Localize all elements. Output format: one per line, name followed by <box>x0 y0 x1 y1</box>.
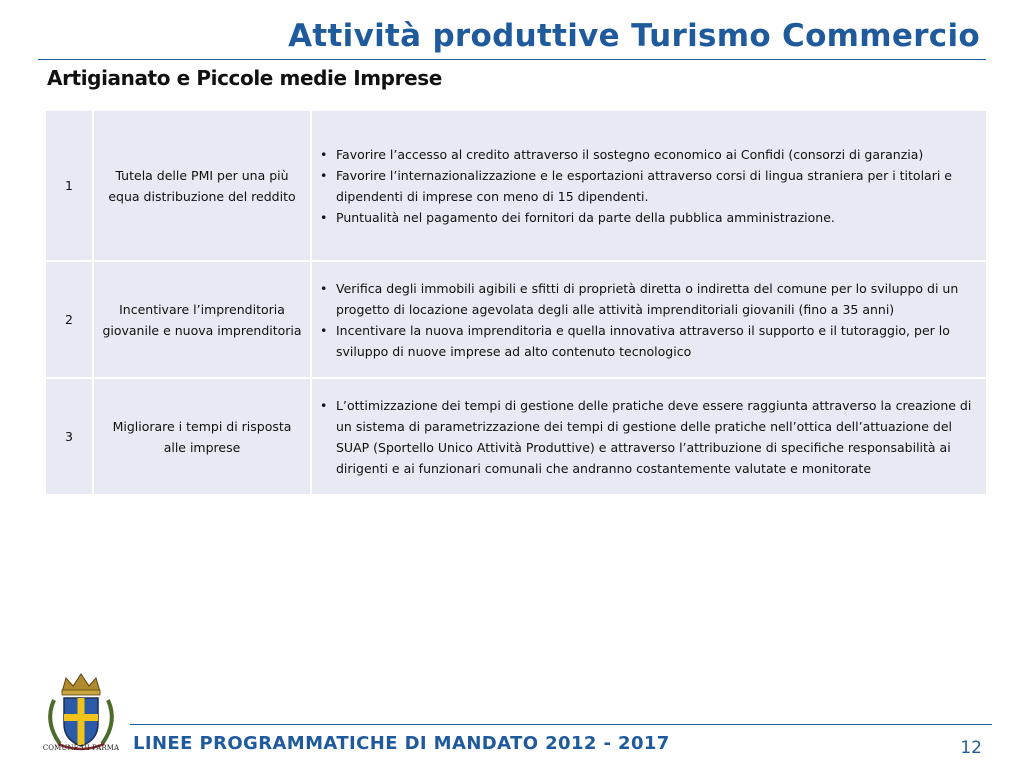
bullet-icon: • <box>320 397 328 413</box>
page-subtitle: Artigianato e Piccole medie Imprese <box>47 66 442 90</box>
bullet-icon: • <box>320 322 328 338</box>
bullet-icon: • <box>320 167 328 183</box>
action-text: Favorire l’accesso al credito attraverso il sostegno economico ai Confidi (consorzi di garanzia) <box>336 146 924 162</box>
row-actions <box>311 378 987 495</box>
list-item <box>318 320 978 362</box>
bullet-icon: • <box>320 280 328 296</box>
bullet-icon: • <box>320 209 328 225</box>
footer-divider <box>130 724 992 725</box>
list-item <box>318 278 978 320</box>
row-number: 2 <box>45 261 93 378</box>
action-text: L’ottimizzazione dei tempi di gestione delle pratiche deve essere raggiunta attraverso la creazione di un sistema di parametrizzazione dei tempi di gestione delle pratiche nell’ottica dell’attuazione del SUAP (Sportello Unico Attività Produttive) e attraverso l’attribuzione di specifiche responsabilità ai dirigenti e ai funzionari comunali che andranno costantemente valutate e monitorate <box>336 397 972 476</box>
row-actions <box>311 261 987 378</box>
list-item <box>318 395 978 479</box>
list-item <box>318 207 978 228</box>
title-divider <box>38 59 986 60</box>
row-objective: Incentivare l’imprenditoria giovanile e nuova imprenditoria <box>93 261 311 378</box>
action-text: Incentivare la nuova imprenditoria e quella innovativa attraverso il supporto e il tutoraggio, per lo sviluppo di nuove imprese ad alto contenuto tecnologico <box>336 322 950 359</box>
row-objective: Migliorare i tempi di risposta alle imprese <box>93 378 311 495</box>
action-text: Puntualità nel pagamento dei fornitori da parte della pubblica amministrazione. <box>336 209 835 225</box>
list-item <box>318 165 978 207</box>
logo-caption: COMUNE DI PARMA <box>42 744 120 752</box>
row-actions <box>311 110 987 261</box>
bullet-icon: • <box>320 146 328 162</box>
footer-title: LINEE PROGRAMMATICHE DI MANDATO 2012 - 2017 <box>133 733 670 754</box>
row-number: 3 <box>45 378 93 495</box>
action-text: Verifica degli immobili agibili e sfitti di proprietà diretta o indiretta del comune per lo sviluppo di un progetto di locazione agevolata degli alle attività imprenditoriali giovanili (fino a 35 anni) <box>336 280 959 317</box>
row-number: 1 <box>45 110 93 261</box>
page-title: Attività produttive Turismo Commercio <box>288 18 980 54</box>
objectives-table <box>44 109 988 496</box>
action-text: Favorire l’internazionalizzazione e le esportazioni attraverso corsi di lingua straniera per i titolari e dipendenti di imprese con meno di 15 dipendenti. <box>336 167 952 204</box>
page-number: 12 <box>960 738 982 758</box>
table-row <box>45 110 987 261</box>
table-row <box>45 261 987 378</box>
list-item <box>318 144 978 165</box>
table-row <box>45 378 987 495</box>
row-objective: Tutela delle PMI per una più equa distribuzione del reddito <box>93 110 311 261</box>
